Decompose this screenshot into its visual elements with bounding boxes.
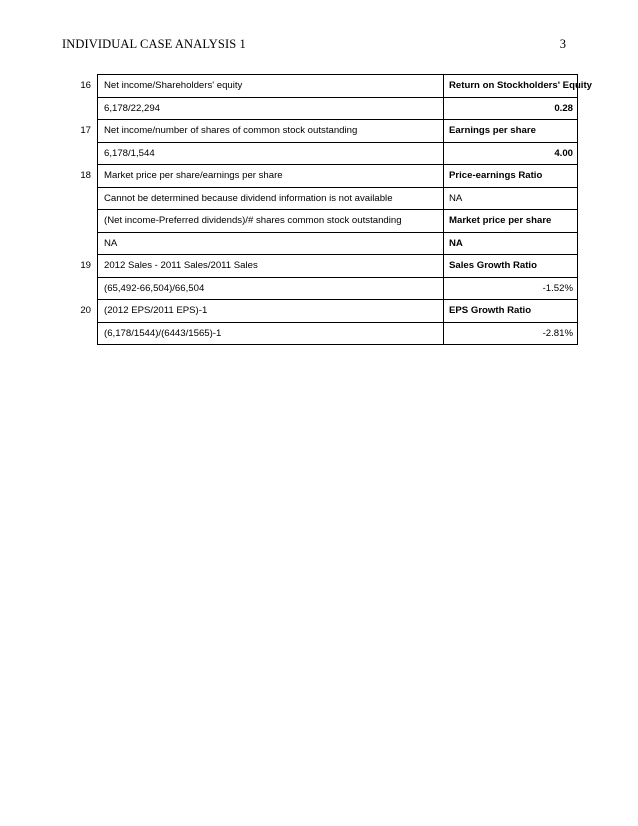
result-cell: -1.52%	[444, 277, 578, 300]
formula-cell: (Net income-Preferred dividends)/# shares common stock outstanding	[98, 210, 444, 233]
result-cell: 4.00	[444, 142, 578, 165]
row-number: 16	[80, 80, 91, 92]
formula-cell: 6,178/22,294	[98, 97, 444, 120]
table-row	[62, 255, 578, 278]
page-number: 3	[559, 37, 566, 51]
table-row	[62, 165, 578, 188]
row-number	[62, 322, 98, 345]
row-number: 20	[80, 305, 91, 317]
ratio-table-body	[62, 75, 593, 345]
result-cell: Market price per share	[444, 210, 578, 233]
result-cell: EPS Growth Ratio	[444, 300, 578, 323]
result-cell: 0.28	[444, 97, 578, 120]
result-cell: NA	[444, 187, 578, 210]
result-cell: Earnings per share	[444, 120, 578, 143]
table-row	[62, 210, 578, 233]
result-cell: Price-earnings Ratio	[444, 165, 578, 188]
row-number	[62, 97, 98, 120]
table-row	[62, 322, 578, 345]
row-number: 17	[80, 125, 91, 137]
ratio-table	[62, 74, 593, 345]
table-row	[62, 300, 578, 323]
formula-cell: (65,492-66,504)/66,504	[98, 277, 444, 300]
table-row	[62, 120, 578, 143]
table-row	[62, 187, 578, 210]
result-cell: Return on Stockholders' Equity	[444, 75, 578, 98]
row-number	[62, 277, 98, 300]
formula-cell: Net income/Shareholders' equity	[98, 75, 444, 98]
formula-cell: 6,178/1,544	[98, 142, 444, 165]
result-cell: Sales Growth Ratio	[444, 255, 578, 278]
formula-cell: Net income/number of shares of common stock outstanding	[98, 120, 444, 143]
formula-cell: (2012 EPS/2011 EPS)-1	[98, 300, 444, 323]
result-cell: -2.81%	[444, 322, 578, 345]
formula-cell: Market price per share/earnings per share	[98, 165, 444, 188]
row-number	[62, 210, 98, 233]
row-number: 18	[80, 170, 91, 182]
table-row	[62, 142, 578, 165]
formula-cell: 2012 Sales - 2011 Sales/2011 Sales	[98, 255, 444, 278]
formula-cell: NA	[98, 232, 444, 255]
result-cell: NA	[444, 232, 578, 255]
table-row	[62, 232, 578, 255]
page-header	[62, 37, 576, 53]
row-number: 19	[80, 260, 91, 272]
table-row	[62, 75, 578, 98]
row-number	[62, 232, 98, 255]
running-head-title: INDIVIDUAL CASE ANALYSIS 1	[62, 37, 246, 51]
table-row	[62, 277, 578, 300]
table-row	[62, 97, 578, 120]
row-number	[62, 187, 98, 210]
row-number	[62, 142, 98, 165]
formula-cell: (6,178/1544)/(6443/1565)-1	[98, 322, 444, 345]
formula-cell: Cannot be determined because dividend information is not available	[98, 187, 444, 210]
